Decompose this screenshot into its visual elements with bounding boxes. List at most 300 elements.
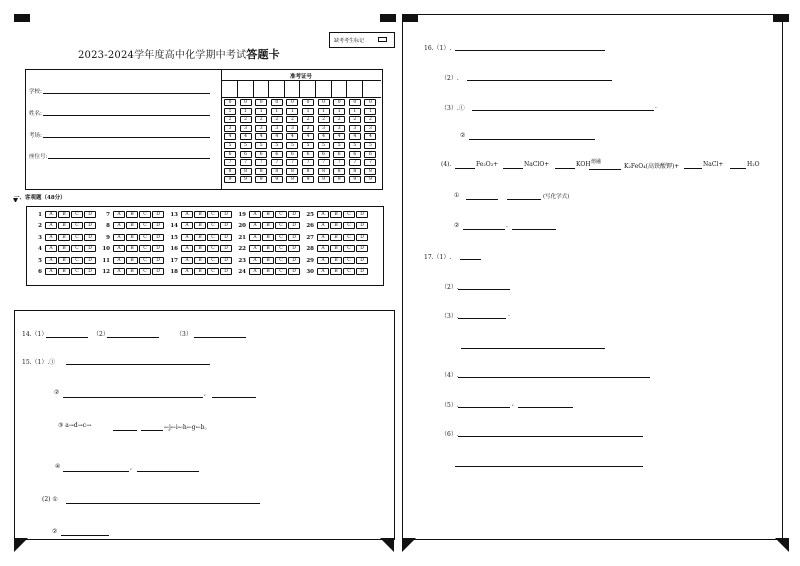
ticket-digit-bubble[interactable]: 3: [333, 125, 345, 132]
answer-option-bubble[interactable]: B: [262, 268, 274, 275]
q17-1-label: 17.（1）.: [424, 254, 452, 261]
ticket-digit-bubble[interactable]: 4: [349, 133, 361, 140]
answer-option-bubble[interactable]: D: [220, 245, 232, 252]
sheet-title-bold: 答题卡: [246, 48, 280, 61]
ticket-digit-bubble[interactable]: 3: [271, 125, 283, 132]
answer-option-bubble[interactable]: A: [249, 257, 261, 264]
answer-option-bubble[interactable]: A: [45, 257, 57, 264]
name-field[interactable]: [43, 115, 210, 116]
answer-option-bubble[interactable]: C: [207, 211, 219, 218]
ticket-digit-bubble[interactable]: 1: [224, 108, 236, 115]
corner-triangle-bottom-center-left: [380, 538, 394, 552]
answer-option-bubble[interactable]: A: [181, 245, 193, 252]
answer-option-bubble[interactable]: D: [84, 222, 96, 229]
answer-option-bubble[interactable]: A: [113, 234, 125, 241]
ticket-digit-bubble[interactable]: 6: [302, 151, 314, 158]
q16-4-coef-koh[interactable]: [555, 168, 575, 169]
answer-option-bubble[interactable]: C: [343, 268, 355, 275]
ticket-digit-bubble[interactable]: 8: [286, 168, 298, 175]
answer-option-bubble[interactable]: C: [71, 222, 83, 229]
ticket-digit-bubble[interactable]: 6: [255, 151, 267, 158]
q16-2-field[interactable]: [467, 80, 612, 81]
answer-option-bubble[interactable]: B: [126, 211, 138, 218]
answer-option-bubble[interactable]: A: [249, 211, 261, 218]
answer-option-bubble[interactable]: D: [356, 257, 368, 264]
q16-4-c1-field-b[interactable]: [507, 199, 541, 200]
answer-option-bubble[interactable]: C: [207, 268, 219, 275]
ticket-digit-bubble[interactable]: 9: [333, 176, 345, 183]
ticket-digit-bubble[interactable]: 2: [224, 116, 236, 123]
answer-option-bubble[interactable]: A: [45, 245, 57, 252]
answer-option-bubble[interactable]: B: [58, 234, 70, 241]
ticket-digit-bubble[interactable]: 2: [271, 116, 283, 123]
ticket-digit-bubble[interactable]: 7: [333, 159, 345, 166]
q15-2-c2-field[interactable]: [61, 535, 109, 536]
ticket-digit-bubble[interactable]: 5: [318, 142, 330, 149]
answer-option-bubble[interactable]: A: [113, 268, 125, 275]
answer-option-bubble[interactable]: C: [71, 245, 83, 252]
question-number: 29: [306, 257, 314, 264]
answer-option-bubble[interactable]: A: [113, 245, 125, 252]
answer-option-bubble[interactable]: B: [58, 245, 70, 252]
ticket-digit-bubble[interactable]: 3: [286, 125, 298, 132]
q15-1-c3-field-a[interactable]: [113, 430, 137, 431]
seat-field[interactable]: [48, 158, 210, 159]
answer-option-bubble[interactable]: C: [343, 211, 355, 218]
ticket-digit-bubble[interactable]: 7: [286, 159, 298, 166]
answer-option-bubble[interactable]: C: [343, 234, 355, 241]
answer-option-bubble[interactable]: C: [343, 222, 355, 229]
ticket-digit-bubble[interactable]: 3: [224, 125, 236, 132]
ticket-digit-bubble[interactable]: 5: [224, 142, 236, 149]
ticket-digit-bubble[interactable]: 6: [318, 151, 330, 158]
ticket-digit-bubble[interactable]: 0: [364, 99, 376, 106]
seat-label: 座位号:: [29, 154, 48, 160]
question-number: 25: [306, 212, 314, 218]
q17-5-field-b[interactable]: [518, 407, 573, 408]
q17-1-field[interactable]: [460, 259, 481, 260]
ticket-digit-bubble[interactable]: 5: [255, 142, 267, 149]
ticket-digit-bubble[interactable]: 9: [286, 176, 298, 183]
ticket-digit-bubble[interactable]: 6: [333, 151, 345, 158]
ticket-digit-bubble[interactable]: 6: [364, 151, 376, 158]
ticket-digit-bubble[interactable]: 1: [240, 108, 252, 115]
answer-option-bubble[interactable]: A: [113, 257, 125, 264]
ticket-digit-bubble[interactable]: 7: [349, 159, 361, 166]
answer-option-bubble[interactable]: B: [58, 222, 70, 229]
answer-option-bubble[interactable]: A: [113, 211, 125, 218]
q14-2-field[interactable]: [107, 337, 159, 338]
q16-4-coef-nacl[interactable]: [684, 168, 702, 169]
ticket-digit-bubble[interactable]: 8: [302, 168, 314, 175]
q16-3-c1-field[interactable]: [472, 110, 654, 111]
ticket-digit-bubble[interactable]: 9: [349, 176, 361, 183]
q16-4-coef-h2o[interactable]: [730, 168, 746, 169]
q16-4-c2-field-b[interactable]: [512, 229, 556, 230]
q17-3-field-b[interactable]: [461, 348, 605, 349]
objective-question-row: [304, 211, 369, 219]
ticket-digit-bubble[interactable]: 7: [255, 159, 267, 166]
ticket-digit-bubble[interactable]: 0: [240, 99, 252, 106]
exam-room-field[interactable]: [43, 137, 210, 138]
ticket-digit-bubble[interactable]: 2: [349, 116, 361, 123]
answer-option-bubble[interactable]: A: [45, 268, 57, 275]
answer-option-bubble[interactable]: A: [113, 222, 125, 229]
q17-6-field-a[interactable]: [458, 436, 643, 437]
answer-option-bubble[interactable]: A: [181, 268, 193, 275]
answer-option-bubble[interactable]: B: [330, 268, 342, 275]
q17-4-field[interactable]: [458, 377, 650, 378]
ticket-digit-bubble[interactable]: 7: [364, 159, 376, 166]
ticket-digit-bubble[interactable]: 8: [333, 168, 345, 175]
ticket-digit-bubble[interactable]: 1: [364, 108, 376, 115]
answer-option-bubble[interactable]: C: [343, 257, 355, 264]
ticket-digit-bubble[interactable]: 0: [349, 99, 361, 106]
q15-1-c2-label: ②: [54, 389, 60, 396]
ticket-digit-bubble[interactable]: 9: [271, 176, 283, 183]
answer-option-bubble[interactable]: B: [330, 257, 342, 264]
answer-option-bubble[interactable]: D: [84, 211, 96, 218]
q16-1-field[interactable]: [455, 50, 605, 51]
question-number: 6: [38, 269, 42, 275]
answer-option-bubble[interactable]: C: [275, 222, 287, 229]
answer-option-bubble[interactable]: D: [152, 211, 164, 218]
answer-option-bubble[interactable]: B: [194, 245, 206, 252]
ticket-digit-bubble[interactable]: 8: [318, 168, 330, 175]
ticket-digit-bubble[interactable]: 4: [240, 133, 252, 140]
question-number: 1: [38, 212, 42, 218]
ticket-digit-bubble[interactable]: 4: [286, 133, 298, 140]
question-number: 22: [238, 246, 246, 253]
answer-option-bubble[interactable]: D: [356, 211, 368, 218]
answer-option-bubble[interactable]: B: [194, 222, 206, 229]
q17-6-field-b[interactable]: [455, 466, 643, 467]
q16-4-coef-fe2o3[interactable]: [455, 168, 475, 169]
ticket-digit-bubble[interactable]: 8: [271, 168, 283, 175]
answer-option-bubble[interactable]: A: [317, 268, 329, 275]
answer-option-bubble[interactable]: C: [139, 257, 151, 264]
answer-option-bubble[interactable]: C: [207, 222, 219, 229]
q17-4-label: （4）.: [441, 372, 459, 379]
q16-3-c2-label: ②: [460, 132, 466, 139]
answer-option-bubble[interactable]: C: [139, 211, 151, 218]
answer-option-bubble[interactable]: C: [139, 245, 151, 252]
answer-option-bubble[interactable]: B: [330, 245, 342, 252]
ticket-digit-bubble[interactable]: 6: [271, 151, 283, 158]
answer-option-bubble[interactable]: D: [152, 234, 164, 241]
ticket-digit-bubble[interactable]: 8: [364, 168, 376, 175]
ticket-digit-bubble[interactable]: 1: [286, 108, 298, 115]
answer-option-bubble[interactable]: B: [262, 222, 274, 229]
q17-5-field-a[interactable]: [458, 407, 510, 408]
answer-option-bubble[interactable]: B: [262, 234, 274, 241]
answer-option-bubble[interactable]: B: [126, 234, 138, 241]
ticket-digit-bubble[interactable]: 9: [364, 176, 376, 183]
objective-question-row: [100, 257, 165, 265]
ticket-digit-bubble[interactable]: 1: [333, 108, 345, 115]
answer-option-bubble[interactable]: A: [317, 234, 329, 241]
ticket-digit-bubble[interactable]: 4: [318, 133, 330, 140]
objective-question-row: [32, 234, 97, 242]
ticket-digit-bubble[interactable]: 8: [349, 168, 361, 175]
ticket-digit-bubble[interactable]: 9: [255, 176, 267, 183]
answer-option-bubble[interactable]: B: [262, 257, 274, 264]
answer-option-bubble[interactable]: B: [126, 222, 138, 229]
ticket-digit-bubble[interactable]: 0: [224, 99, 236, 106]
absent-mark-checkbox[interactable]: [378, 37, 387, 42]
timing-mark-top-left: [14, 14, 30, 22]
q15-2-c1-field[interactable]: [66, 503, 260, 504]
ticket-digit-bubble[interactable]: 7: [224, 159, 236, 166]
q16-4-c1-field-a[interactable]: [466, 199, 498, 200]
answer-option-bubble[interactable]: B: [58, 268, 70, 275]
answer-option-bubble[interactable]: A: [317, 211, 329, 218]
answer-option-bubble[interactable]: D: [152, 245, 164, 252]
answer-option-bubble[interactable]: D: [84, 234, 96, 241]
answer-option-bubble[interactable]: C: [139, 268, 151, 275]
q15-1-c3-field-b[interactable]: [141, 430, 163, 431]
answer-option-bubble[interactable]: C: [71, 257, 83, 264]
answer-option-bubble[interactable]: D: [84, 257, 96, 264]
ticket-digit-bubble[interactable]: 9: [318, 176, 330, 183]
ticket-digit-bubble[interactable]: 0: [333, 99, 345, 106]
ticket-digit-bubble[interactable]: 5: [271, 142, 283, 149]
answer-option-bubble[interactable]: C: [207, 234, 219, 241]
answer-option-bubble[interactable]: D: [288, 234, 300, 241]
q16-2-label: （2）.: [441, 75, 459, 82]
ticket-digit-bubble[interactable]: 2: [364, 116, 376, 123]
answer-option-bubble[interactable]: C: [275, 257, 287, 264]
question-number: 12: [102, 269, 110, 275]
answer-option-bubble[interactable]: A: [45, 211, 57, 218]
ticket-digit-bubble[interactable]: 7: [318, 159, 330, 166]
ticket-digit-bubble[interactable]: 4: [224, 133, 236, 140]
ticket-digit-bubble[interactable]: 8: [255, 168, 267, 175]
ticket-digit-bubble[interactable]: 2: [255, 116, 267, 123]
ticket-digit-bubble[interactable]: 8: [224, 168, 236, 175]
answer-option-bubble[interactable]: D: [288, 245, 300, 252]
objective-question-row: [236, 222, 301, 230]
answer-option-bubble[interactable]: B: [330, 222, 342, 229]
ticket-digit-bubble[interactable]: 4: [364, 133, 376, 140]
objective-question-row: [168, 222, 233, 230]
answer-option-bubble[interactable]: B: [330, 211, 342, 218]
ticket-digit-bubble[interactable]: 3: [364, 125, 376, 132]
ticket-digit-bubble[interactable]: 5: [302, 142, 314, 149]
answer-option-bubble[interactable]: D: [220, 211, 232, 218]
answer-option-bubble[interactable]: A: [181, 222, 193, 229]
answer-option-bubble[interactable]: D: [288, 222, 300, 229]
answer-option-bubble[interactable]: D: [84, 268, 96, 275]
ticket-digit-bubble[interactable]: 5: [333, 142, 345, 149]
ticket-digit-bubble[interactable]: 3: [318, 125, 330, 132]
ticket-digit-bubble[interactable]: 0: [302, 99, 314, 106]
q15-1-c1-field[interactable]: [66, 364, 210, 365]
q16-3-label: （3）.①: [441, 105, 465, 112]
absent-mark-label: 缺考考生标记: [334, 38, 365, 44]
answer-option-bubble[interactable]: B: [194, 234, 206, 241]
ticket-digit-bubble[interactable]: 2: [333, 116, 345, 123]
answer-option-bubble[interactable]: A: [45, 222, 57, 229]
ticket-digit-bubble[interactable]: 0: [255, 99, 267, 106]
answer-option-bubble[interactable]: B: [126, 245, 138, 252]
objective-arrow-icon: [13, 198, 18, 202]
q16-4-c2-label: ②: [454, 222, 460, 229]
objective-question-row: [168, 268, 233, 276]
ticket-digit-bubble[interactable]: 3: [349, 125, 361, 132]
answer-option-bubble[interactable]: B: [58, 257, 70, 264]
ticket-digit-bubble[interactable]: 1: [255, 108, 267, 115]
q17-2-label: （2）.: [441, 284, 459, 291]
q15-1-c4-field-b[interactable]: [137, 471, 199, 472]
q16-4-k2feo4: K₂FeO₄(高铁酸钾)+: [624, 163, 680, 170]
ticket-digit-bubble[interactable]: 7: [271, 159, 283, 166]
q14-3-field[interactable]: [194, 337, 246, 338]
ticket-digit-bubble[interactable]: 3: [240, 125, 252, 132]
answer-option-bubble[interactable]: C: [207, 245, 219, 252]
ticket-digit-bubble[interactable]: 4: [302, 133, 314, 140]
answer-option-bubble[interactable]: B: [126, 257, 138, 264]
ticket-digit-bubble[interactable]: 5: [349, 142, 361, 149]
ticket-digit-bubble[interactable]: 3: [302, 125, 314, 132]
answer-option-bubble[interactable]: D: [288, 268, 300, 275]
answer-option-bubble[interactable]: A: [249, 222, 261, 229]
answer-option-bubble[interactable]: D: [152, 257, 164, 264]
answer-option-bubble[interactable]: A: [249, 245, 261, 252]
question-number: 8: [106, 223, 110, 230]
answer-option-bubble[interactable]: A: [317, 245, 329, 252]
q15-1-c2-field-a[interactable]: [63, 397, 203, 398]
objective-question-row: [100, 234, 165, 242]
answer-option-bubble[interactable]: A: [181, 211, 193, 218]
answer-option-bubble[interactable]: D: [356, 234, 368, 241]
exam-room-label: 考场:: [29, 133, 42, 139]
ticket-digit-bubble[interactable]: 9: [240, 176, 252, 183]
q16-4-naclo: NaClO+: [524, 161, 550, 168]
q15-1-c2-field-b[interactable]: [212, 397, 256, 398]
school-field[interactable]: [43, 93, 210, 94]
question-number: 2: [38, 223, 42, 230]
ticket-digit-bubble[interactable]: 1: [318, 108, 330, 115]
ticket-column-divider: [299, 81, 300, 97]
answer-option-bubble[interactable]: A: [317, 257, 329, 264]
question-number: 17: [170, 257, 178, 264]
answer-option-bubble[interactable]: D: [288, 211, 300, 218]
q16-3-c2-field[interactable]: [469, 139, 595, 140]
answer-option-bubble[interactable]: A: [249, 268, 261, 275]
q17-5-label: （5）.: [441, 402, 459, 409]
answer-option-bubble[interactable]: C: [139, 222, 151, 229]
ticket-digit-bubble[interactable]: 5: [364, 142, 376, 149]
objective-question-row: [168, 234, 233, 242]
ticket-digit-bubble[interactable]: 6: [240, 151, 252, 158]
answer-option-bubble[interactable]: D: [152, 222, 164, 229]
answer-option-bubble[interactable]: A: [249, 234, 261, 241]
q14-1-field[interactable]: [46, 337, 88, 338]
question-number: 28: [306, 246, 314, 253]
ticket-digit-bubble[interactable]: 2: [286, 116, 298, 123]
q16-4-c2-field-a[interactable]: [463, 229, 505, 230]
answer-option-bubble[interactable]: B: [194, 257, 206, 264]
q16-4-koh: KOH: [576, 161, 591, 168]
answer-option-bubble[interactable]: A: [181, 257, 193, 264]
answer-option-bubble[interactable]: B: [126, 268, 138, 275]
q16-4-nacl: NaCl+: [703, 161, 724, 168]
answer-option-bubble[interactable]: D: [220, 222, 232, 229]
ticket-digit-bubble[interactable]: 0: [286, 99, 298, 106]
ticket-digit-bubble[interactable]: 9: [224, 176, 236, 183]
answer-option-bubble[interactable]: D: [220, 257, 232, 264]
ticket-digit-bubble[interactable]: 1: [349, 108, 361, 115]
ticket-digit-bubble[interactable]: 0: [318, 99, 330, 106]
answer-option-bubble[interactable]: B: [194, 211, 206, 218]
answer-option-bubble[interactable]: C: [139, 234, 151, 241]
ticket-digit-bubble[interactable]: 5: [240, 142, 252, 149]
q15-1-c4-field-a[interactable]: [63, 471, 129, 472]
answer-option-bubble[interactable]: C: [207, 257, 219, 264]
ticket-digit-bubble[interactable]: 6: [224, 151, 236, 158]
answer-option-bubble[interactable]: B: [194, 268, 206, 275]
answer-option-bubble[interactable]: A: [317, 222, 329, 229]
answer-option-bubble[interactable]: D: [220, 268, 232, 275]
q16-4-coef-naclo[interactable]: [503, 168, 523, 169]
ticket-digit-bubble[interactable]: 2: [318, 116, 330, 123]
answer-option-bubble[interactable]: C: [71, 234, 83, 241]
answer-option-bubble[interactable]: B: [330, 234, 342, 241]
answer-option-bubble[interactable]: D: [356, 268, 368, 275]
q17-2-field[interactable]: [458, 289, 510, 290]
answer-option-bubble[interactable]: D: [220, 234, 232, 241]
answer-option-bubble[interactable]: C: [71, 211, 83, 218]
answer-option-bubble[interactable]: C: [275, 268, 287, 275]
ticket-digit-bubble[interactable]: 8: [240, 168, 252, 175]
q17-3-field-a[interactable]: [458, 318, 506, 319]
answer-option-bubble[interactable]: A: [45, 234, 57, 241]
answer-option-bubble[interactable]: C: [275, 245, 287, 252]
answer-option-bubble[interactable]: C: [71, 268, 83, 275]
ticket-digit-bubble[interactable]: 1: [271, 108, 283, 115]
answer-option-bubble[interactable]: A: [181, 234, 193, 241]
answer-option-bubble[interactable]: C: [275, 234, 287, 241]
ticket-digit-bubble[interactable]: 0: [271, 99, 283, 106]
answer-option-bubble[interactable]: D: [152, 268, 164, 275]
answer-option-bubble[interactable]: D: [356, 245, 368, 252]
ticket-digit-bubble[interactable]: 6: [286, 151, 298, 158]
ticket-digit-bubble[interactable]: 7: [302, 159, 314, 166]
ticket-digit-bubble[interactable]: 6: [349, 151, 361, 158]
answer-option-bubble[interactable]: D: [356, 222, 368, 229]
answer-option-bubble[interactable]: D: [288, 257, 300, 264]
answer-option-bubble[interactable]: B: [262, 245, 274, 252]
ticket-digit-bubble[interactable]: 3: [255, 125, 267, 132]
answer-option-bubble[interactable]: B: [262, 211, 274, 218]
q15-1-c3-tail: ←j←i←h←g←b。: [164, 424, 211, 431]
ticket-digit-bubble[interactable]: 7: [240, 159, 252, 166]
question-number: 21: [238, 234, 246, 241]
ticket-digit-bubble[interactable]: 4: [333, 133, 345, 140]
answer-option-bubble[interactable]: C: [343, 245, 355, 252]
ticket-digit-bubble[interactable]: 2: [302, 116, 314, 123]
ticket-digit-bubble[interactable]: 2: [240, 116, 252, 123]
ticket-digit-bubble[interactable]: 9: [302, 176, 314, 183]
answer-option-bubble[interactable]: C: [275, 211, 287, 218]
answer-option-bubble[interactable]: B: [58, 211, 70, 218]
ticket-digit-bubble[interactable]: 4: [271, 133, 283, 140]
ticket-digit-bubble[interactable]: 4: [255, 133, 267, 140]
ticket-digit-bubble[interactable]: 1: [302, 108, 314, 115]
answer-option-bubble[interactable]: D: [84, 245, 96, 252]
ticket-digit-bubble[interactable]: 5: [286, 142, 298, 149]
